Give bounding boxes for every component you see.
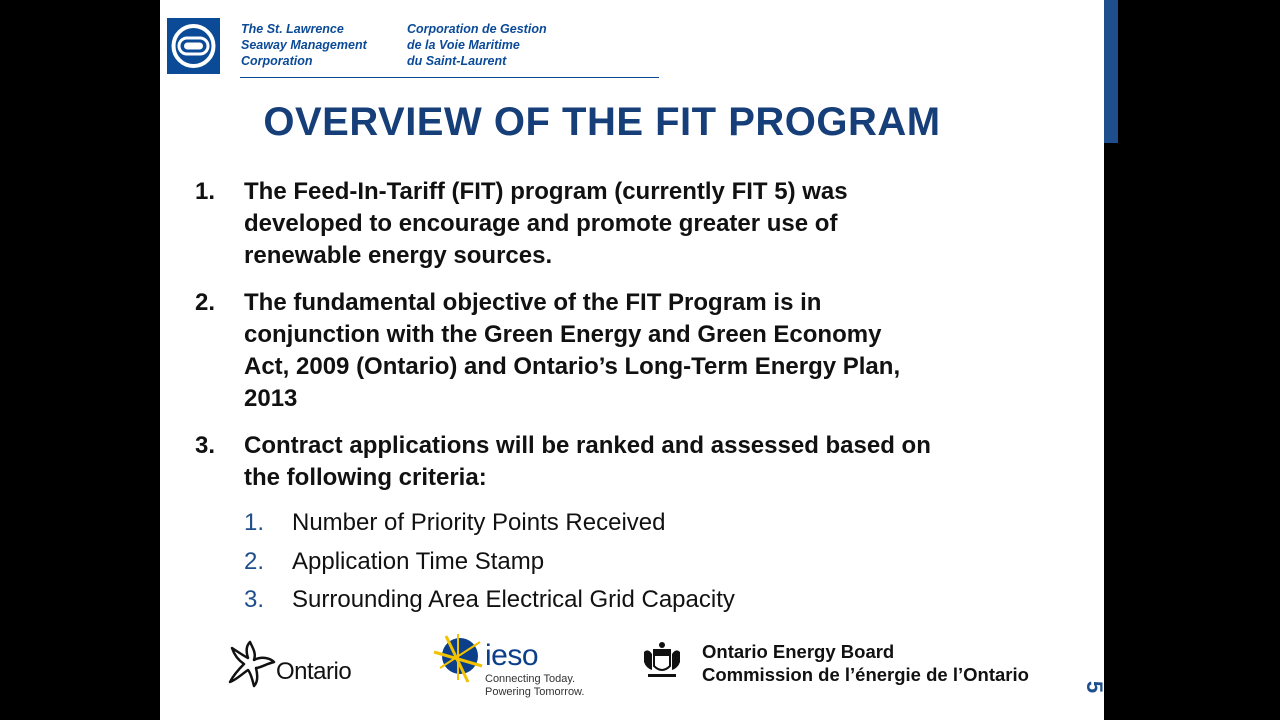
list-item-line: Act, 2009 (Ontario) and Ontario’s Long-Term Energy Plan, bbox=[244, 353, 901, 380]
list-item-number: 1. bbox=[195, 178, 216, 205]
list-item-line: The fundamental objective of the FIT Program is in bbox=[244, 289, 822, 316]
list-item-number: 2. bbox=[195, 289, 216, 316]
slide-title: OVERVIEW OF THE FIT PROGRAM bbox=[263, 100, 941, 144]
list-item-line: Contract applications will be ranked and assessed based on bbox=[244, 432, 931, 459]
list-item-line: The Feed-In-Tariff (FIT) program (currently FIT 5) was bbox=[244, 178, 848, 205]
sub-list-item-number: 1. bbox=[244, 509, 265, 536]
list-item-text bbox=[244, 287, 900, 415]
sub-list-item-number: 2. bbox=[244, 548, 265, 575]
oeb-name-line: Ontario Energy Board bbox=[702, 641, 895, 662]
ieso-tagline bbox=[485, 673, 584, 699]
sub-list-item-text: Surrounding Area Electrical Grid Capacity bbox=[292, 586, 735, 613]
org-name-en-line: The St. Lawrence bbox=[241, 22, 344, 36]
coat-of-arms-icon bbox=[640, 640, 684, 682]
org-name-french bbox=[407, 21, 547, 69]
org-name-fr-line: Corporation de Gestion bbox=[407, 22, 547, 36]
org-name-fr-line: de la Voie Maritime bbox=[407, 38, 520, 52]
sub-list-item-text: Number of Priority Points Received bbox=[292, 509, 666, 536]
ieso-logo bbox=[430, 632, 590, 704]
list-item-line: renewable energy sources. bbox=[244, 242, 553, 269]
list-item-text bbox=[244, 176, 848, 272]
org-name-en-line: Corporation bbox=[241, 54, 313, 68]
oeb-name bbox=[702, 640, 1029, 686]
accent-bar bbox=[1104, 0, 1118, 143]
list-item-number: 3. bbox=[195, 432, 216, 459]
ieso-wordmark: ieso bbox=[485, 639, 539, 672]
list-item-text bbox=[244, 430, 931, 494]
slide bbox=[160, 0, 1104, 720]
oeb-name-line: Commission de l’énergie de l’Ontario bbox=[702, 664, 1029, 685]
header-divider bbox=[240, 77, 659, 78]
seaway-logo bbox=[167, 18, 220, 74]
list-item-line: the following criteria: bbox=[244, 464, 487, 491]
list-item-line: 2013 bbox=[244, 385, 298, 412]
sub-list-item-text: Application Time Stamp bbox=[292, 548, 545, 575]
org-name-fr-line: du Saint-Laurent bbox=[407, 54, 507, 68]
ontario-logo bbox=[228, 638, 378, 690]
oeb-logo bbox=[640, 640, 1080, 688]
list-item-line: conjunction with the Green Energy and Green Economy bbox=[244, 321, 882, 348]
page-number: 5 bbox=[1082, 680, 1107, 694]
ieso-tagline-line: Powering Tomorrow. bbox=[485, 686, 585, 698]
list-item-line: developed to encourage and promote greater use of bbox=[244, 210, 838, 237]
org-name-en-line: Seaway Management bbox=[241, 38, 367, 52]
trillium-icon bbox=[228, 638, 276, 688]
ontario-wordmark: Ontario bbox=[276, 658, 352, 685]
ieso-tagline-line: Connecting Today. bbox=[485, 673, 576, 685]
sub-list-item-number: 3. bbox=[244, 586, 265, 613]
ieso-globe-icon bbox=[430, 632, 486, 688]
org-name-english bbox=[241, 21, 367, 69]
